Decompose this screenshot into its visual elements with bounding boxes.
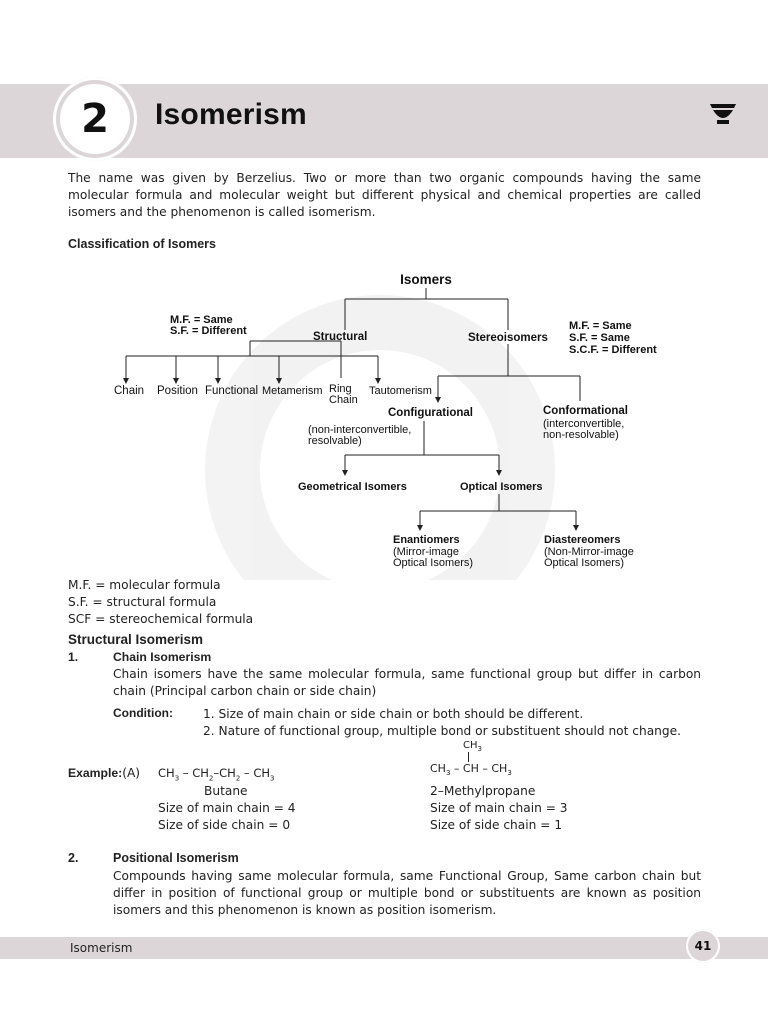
diagram-configurational: Configurational <box>388 407 473 419</box>
diagram-structural: Structural <box>313 331 368 343</box>
example-label-row <box>68 765 140 782</box>
section-2-title: Positional Isomerism <box>113 851 239 865</box>
diastereomers-note-2: Optical Isomers) <box>544 557 625 569</box>
condition-label: Condition: <box>113 706 173 720</box>
methylpropane-branch: $CH_3$ <box>463 740 482 753</box>
abbreviation-scf: SCF = stereochemical formula <box>68 612 254 626</box>
conformational-note-2: non-resolvable) <box>543 429 619 441</box>
methylpropane-name: 2–Methylpropane <box>430 784 536 798</box>
enantiomers-note-2: Optical Isomers) <box>393 557 474 569</box>
abbreviation-sf: S.F. = structural formula <box>68 595 217 609</box>
section-1-title: Chain Isomerism <box>113 650 212 664</box>
butane-formula: $CH_3 - CH_2-CH_2 - CH_3$ <box>158 766 275 783</box>
diagram-geometrical: Geometrical Isomers <box>298 481 407 493</box>
stereo-note-mf: M.F. = Same <box>569 320 632 332</box>
diagram-diastereomers: Diastereomers <box>544 534 621 546</box>
diagram-stereoisomers: Stereoisomers <box>468 332 548 344</box>
footer-title: Isomerism <box>70 941 133 955</box>
configurational-note-1: (non-interconvertible, <box>308 424 412 436</box>
diagram-optical: Optical Isomers <box>460 481 543 493</box>
diagram-root: Isomers <box>400 272 452 287</box>
condition-2: 2. Nature of functional group, multiple bond or substituent should not change. <box>203 724 682 738</box>
classification-diagram <box>0 260 768 580</box>
methylpropane-formula: $CH_3$ – CH – $CH_3$ <box>430 762 512 778</box>
butane-name: Butane <box>204 784 248 798</box>
diagram-conformational: Conformational <box>543 405 628 417</box>
classification-heading: Classification of Isomers <box>68 237 216 251</box>
chapter-title: Isomerism <box>155 98 307 131</box>
diagram-position: Position <box>157 385 198 397</box>
diagram-ring-chain: Chain <box>329 394 358 406</box>
publisher-logo-icon <box>708 102 738 126</box>
diagram-functional: Functional <box>205 385 259 397</box>
methylpropane-main-chain: Size of main chain = 3 <box>430 801 568 815</box>
condition-1: 1. Size of main chain or side chain or both should be different. <box>203 707 584 721</box>
diagram-enantiomers: Enantiomers <box>393 534 460 546</box>
enantiomers-note-1: (Mirror-image <box>393 546 459 558</box>
diagram-metamerism: Metamerism <box>262 385 323 397</box>
example-label: Example: <box>68 766 123 780</box>
diagram-chain: Chain <box>114 385 145 397</box>
chapter-number: 2 <box>81 96 109 142</box>
butane-main-chain: Size of main chain = 4 <box>158 801 296 815</box>
structural-isomerism-heading: Structural Isomerism <box>68 632 204 647</box>
methylpropane-side-chain: Size of side chain = 1 <box>430 818 563 832</box>
example-sub-label: (A) <box>122 766 141 780</box>
intro-paragraph: The name was given by Berzelius. Two or more than two organic compounds having the same molecular formula and molecular weight but different physical and chemical properties are called isomers and the phenomenon is called isomerism. <box>68 171 701 219</box>
section-2-number: 2. <box>68 851 79 865</box>
abbreviation-mf: M.F. = molecular formula <box>68 578 221 592</box>
section-1-body: Chain isomers have the same molecular formula, same functional group but differ in carbon chain (Principal carbon chain or side chain) <box>113 667 701 698</box>
structural-note-mf: M.F. = Same <box>170 314 233 326</box>
section-1-number: 1. <box>68 650 79 664</box>
diagram-tautomerism: Tautomerism <box>369 385 432 397</box>
section-2-body: Compounds having same molecular formula, same Functional Group, Same carbon chain but differ in position of functional group or multiple bond or substituents are known as position isomers and this phenomenon is known as position isomerism. <box>113 869 701 917</box>
stereo-note-sf: S.F. = Same <box>569 332 630 344</box>
page-number: 41 <box>694 939 712 953</box>
diagram-ring: Ring <box>329 383 352 395</box>
conformational-note-1: (interconvertible, <box>543 418 625 430</box>
methylpropane-bond <box>468 752 469 762</box>
butane-side-chain: Size of side chain = 0 <box>158 818 291 832</box>
diastereomers-note-1: (Non-Mirror-image <box>544 546 634 558</box>
stereo-note-scf: S.C.F. = Different <box>569 344 657 356</box>
structural-note-sf: S.F. = Different <box>170 325 247 337</box>
configurational-note-2: resolvable) <box>308 435 362 447</box>
